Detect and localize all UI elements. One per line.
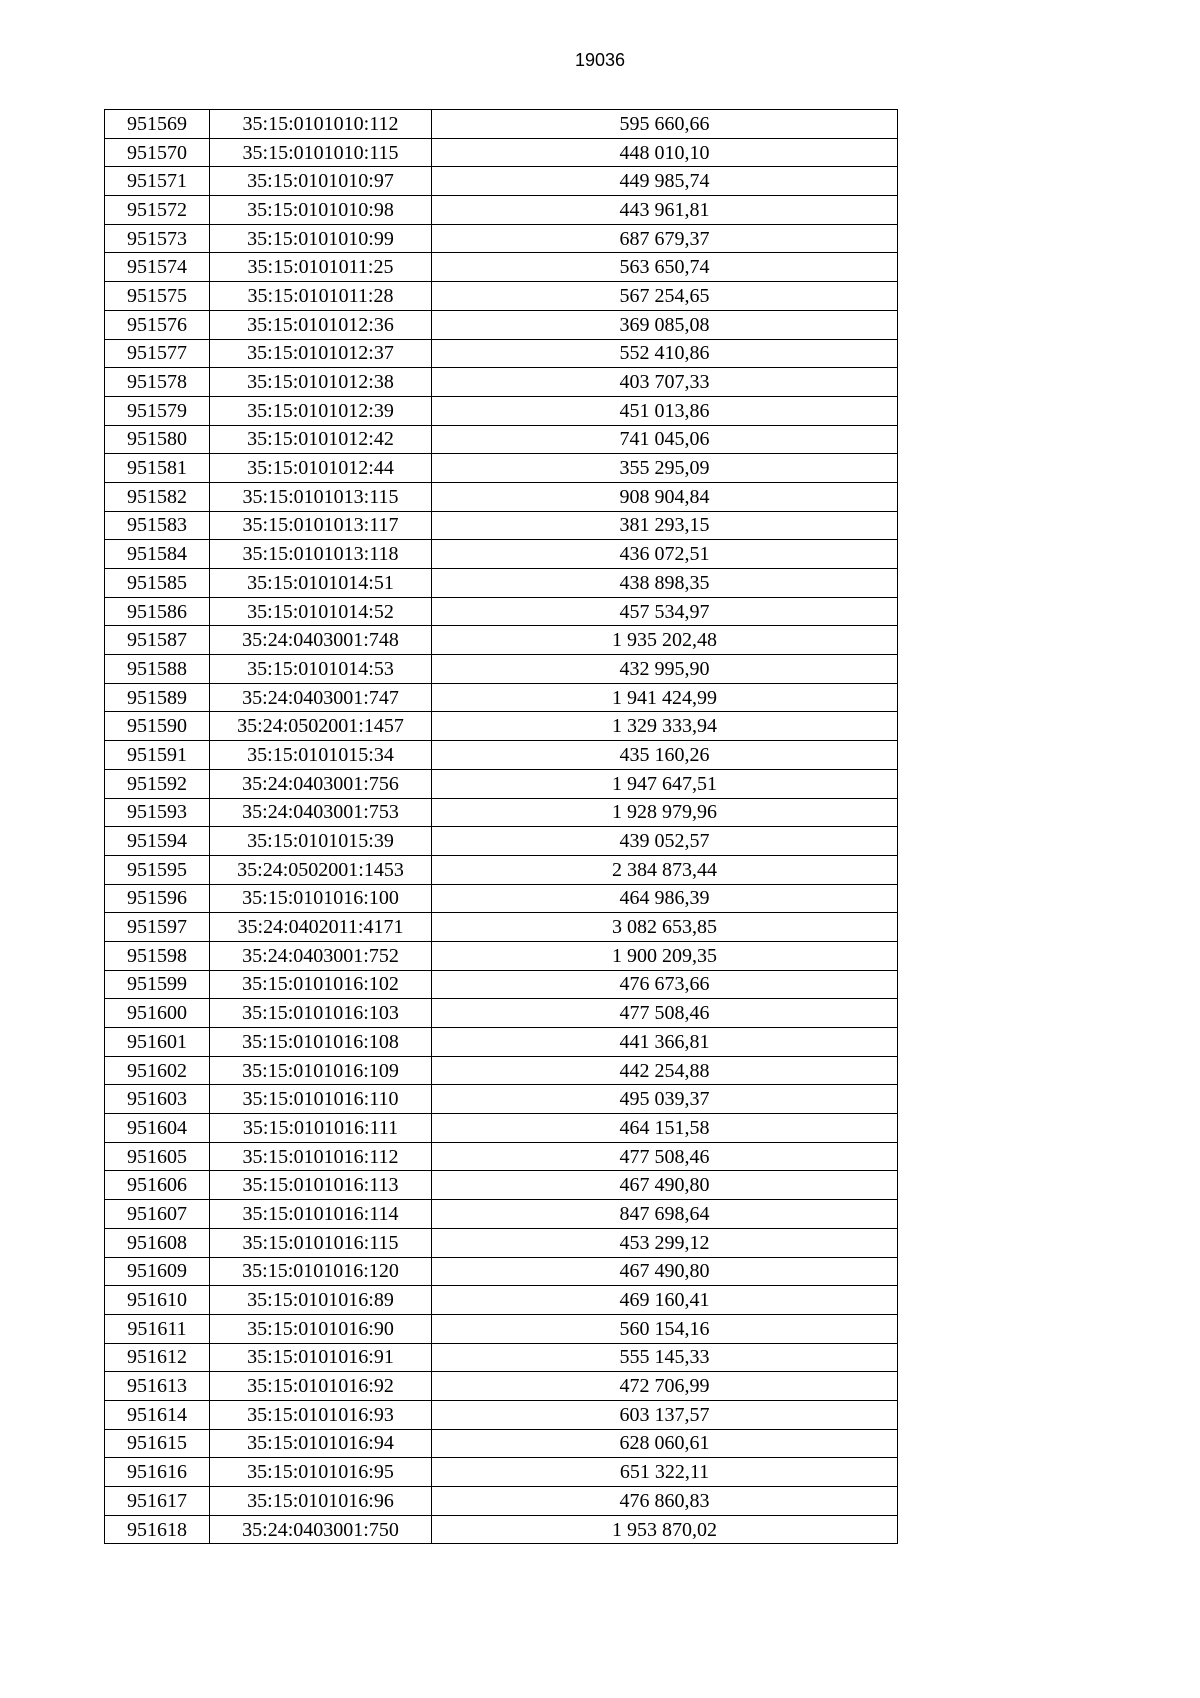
row-number-cell: 951614 [105, 1400, 210, 1429]
table-row [105, 798, 898, 827]
row-number-cell: 951570 [105, 138, 210, 167]
cadastral-value-cell: 436 072,51 [432, 540, 898, 569]
cadastral-number-cell: 35:15:0101016:111 [210, 1114, 432, 1143]
cadastral-value-cell: 560 154,16 [432, 1314, 898, 1343]
row-number-cell: 951612 [105, 1343, 210, 1372]
cadastral-number-cell: 35:15:0101010:115 [210, 138, 432, 167]
cadastral-number-cell: 35:15:0101016:96 [210, 1487, 432, 1516]
cadastral-number-cell: 35:15:0101011:28 [210, 282, 432, 311]
cadastral-value-cell: 443 961,81 [432, 196, 898, 225]
row-number-cell: 951602 [105, 1056, 210, 1085]
row-number-cell: 951599 [105, 970, 210, 999]
table-row [105, 741, 898, 770]
table-row [105, 339, 898, 368]
cadastral-value-cell: 3 082 653,85 [432, 913, 898, 942]
cadastral-number-cell: 35:15:0101016:92 [210, 1372, 432, 1401]
table-row [105, 1257, 898, 1286]
cadastral-number-cell: 35:15:0101010:98 [210, 196, 432, 225]
cadastral-value-cell: 552 410,86 [432, 339, 898, 368]
row-number-cell: 951607 [105, 1200, 210, 1229]
cadastral-value-cell: 908 904,84 [432, 482, 898, 511]
row-number-cell: 951579 [105, 396, 210, 425]
table-row [105, 1515, 898, 1544]
table-row [105, 1142, 898, 1171]
table-row [105, 1487, 898, 1516]
table-row [105, 941, 898, 970]
row-number-cell: 951601 [105, 1028, 210, 1057]
cadastral-value-cell: 1 900 209,35 [432, 941, 898, 970]
cadastral-value-cell: 1 947 647,51 [432, 769, 898, 798]
cadastral-number-cell: 35:15:0101016:115 [210, 1228, 432, 1257]
row-number-cell: 951569 [105, 110, 210, 139]
table-row [105, 597, 898, 626]
row-number-cell: 951578 [105, 368, 210, 397]
cadastral-value-cell: 555 145,33 [432, 1343, 898, 1372]
row-number-cell: 951581 [105, 454, 210, 483]
cadastral-number-cell: 35:15:0101011:25 [210, 253, 432, 282]
row-number-cell: 951605 [105, 1142, 210, 1171]
cadastral-value-cell: 595 660,66 [432, 110, 898, 139]
cadastral-value-cell: 469 160,41 [432, 1286, 898, 1315]
row-number-cell: 951590 [105, 712, 210, 741]
table-row [105, 224, 898, 253]
row-number-cell: 951596 [105, 884, 210, 913]
row-number-cell: 951582 [105, 482, 210, 511]
cadastral-value-cell: 355 295,09 [432, 454, 898, 483]
cadastral-value-cell: 477 508,46 [432, 999, 898, 1028]
cadastral-value-cell: 1 329 333,94 [432, 712, 898, 741]
cadastral-value-cell: 1 953 870,02 [432, 1515, 898, 1544]
table-row [105, 196, 898, 225]
table-row [105, 1400, 898, 1429]
cadastral-number-cell: 35:15:0101016:94 [210, 1429, 432, 1458]
cadastral-value-cell: 467 490,80 [432, 1257, 898, 1286]
table-row [105, 1343, 898, 1372]
cadastral-value-cell: 495 039,37 [432, 1085, 898, 1114]
cadastral-value-cell: 741 045,06 [432, 425, 898, 454]
row-number-cell: 951597 [105, 913, 210, 942]
cadastral-value-cell: 441 366,81 [432, 1028, 898, 1057]
cadastral-number-cell: 35:15:0101013:115 [210, 482, 432, 511]
cadastral-value-cell: 449 985,74 [432, 167, 898, 196]
cadastral-value-cell: 457 534,97 [432, 597, 898, 626]
row-number-cell: 951572 [105, 196, 210, 225]
cadastral-number-cell: 35:15:0101015:39 [210, 827, 432, 856]
cadastral-value-cell: 464 986,39 [432, 884, 898, 913]
table-row [105, 827, 898, 856]
cadastral-value-cell: 476 860,83 [432, 1487, 898, 1516]
cadastral-value-cell: 464 151,58 [432, 1114, 898, 1143]
cadastral-number-cell: 35:15:0101016:95 [210, 1458, 432, 1487]
cadastral-value-cell: 847 698,64 [432, 1200, 898, 1229]
table-row [105, 1200, 898, 1229]
cadastral-number-cell: 35:15:0101010:99 [210, 224, 432, 253]
table-row [105, 310, 898, 339]
cadastral-value-cell: 1 928 979,96 [432, 798, 898, 827]
row-number-cell: 951585 [105, 569, 210, 598]
cadastral-number-cell: 35:24:0403001:756 [210, 769, 432, 798]
table-row [105, 712, 898, 741]
row-number-cell: 951615 [105, 1429, 210, 1458]
cadastral-number-cell: 35:15:0101016:93 [210, 1400, 432, 1429]
table-row [105, 540, 898, 569]
cadastral-value-cell: 1 935 202,48 [432, 626, 898, 655]
row-number-cell: 951588 [105, 655, 210, 684]
row-number-cell: 951584 [105, 540, 210, 569]
cadastral-value-cell: 603 137,57 [432, 1400, 898, 1429]
table-row [105, 1372, 898, 1401]
row-number-cell: 951611 [105, 1314, 210, 1343]
row-number-cell: 951616 [105, 1458, 210, 1487]
cadastral-number-cell: 35:15:0101010:112 [210, 110, 432, 139]
table-row [105, 282, 898, 311]
table-row [105, 1228, 898, 1257]
cadastral-number-cell: 35:15:0101016:103 [210, 999, 432, 1028]
table-row [105, 970, 898, 999]
table-row [105, 1028, 898, 1057]
cadastral-number-cell: 35:15:0101016:90 [210, 1314, 432, 1343]
row-number-cell: 951573 [105, 224, 210, 253]
row-number-cell: 951603 [105, 1085, 210, 1114]
table-row [105, 683, 898, 712]
table-row [105, 569, 898, 598]
row-number-cell: 951583 [105, 511, 210, 540]
table-row [105, 626, 898, 655]
cadastral-value-cell: 448 010,10 [432, 138, 898, 167]
cadastral-number-cell: 35:15:0101016:91 [210, 1343, 432, 1372]
table-row [105, 425, 898, 454]
table-row [105, 769, 898, 798]
cadastral-number-cell: 35:15:0101012:44 [210, 454, 432, 483]
cadastral-number-cell: 35:15:0101012:36 [210, 310, 432, 339]
cadastral-value-cell: 563 650,74 [432, 253, 898, 282]
cadastral-number-cell: 35:24:0403001:750 [210, 1515, 432, 1544]
row-number-cell: 951591 [105, 741, 210, 770]
cadastral-value-cell: 467 490,80 [432, 1171, 898, 1200]
table-row [105, 1429, 898, 1458]
row-number-cell: 951617 [105, 1487, 210, 1516]
cadastral-number-cell: 35:24:0403001:748 [210, 626, 432, 655]
cadastral-number-cell: 35:15:0101015:34 [210, 741, 432, 770]
table-row [105, 138, 898, 167]
cadastral-value-table [104, 109, 898, 1544]
cadastral-value-cell: 369 085,08 [432, 310, 898, 339]
cadastral-number-cell: 35:24:0403001:747 [210, 683, 432, 712]
table-row [105, 1171, 898, 1200]
row-number-cell: 951606 [105, 1171, 210, 1200]
cadastral-number-cell: 35:24:0402011:4171 [210, 913, 432, 942]
cadastral-value-cell: 628 060,61 [432, 1429, 898, 1458]
cadastral-number-cell: 35:15:0101013:118 [210, 540, 432, 569]
row-number-cell: 951587 [105, 626, 210, 655]
cadastral-number-cell: 35:15:0101016:112 [210, 1142, 432, 1171]
row-number-cell: 951586 [105, 597, 210, 626]
cadastral-number-cell: 35:24:0502001:1457 [210, 712, 432, 741]
cadastral-number-cell: 35:24:0502001:1453 [210, 855, 432, 884]
table-row [105, 253, 898, 282]
cadastral-value-cell: 472 706,99 [432, 1372, 898, 1401]
cadastral-value-cell: 687 679,37 [432, 224, 898, 253]
table-row [105, 511, 898, 540]
row-number-cell: 951575 [105, 282, 210, 311]
table-row [105, 855, 898, 884]
table-row [105, 1314, 898, 1343]
cadastral-value-cell: 567 254,65 [432, 282, 898, 311]
table-row [105, 999, 898, 1028]
row-number-cell: 951604 [105, 1114, 210, 1143]
cadastral-value-cell: 651 322,11 [432, 1458, 898, 1487]
table-row [105, 913, 898, 942]
cadastral-number-cell: 35:24:0403001:752 [210, 941, 432, 970]
table-row [105, 884, 898, 913]
cadastral-number-cell: 35:15:0101012:37 [210, 339, 432, 368]
cadastral-number-cell: 35:15:0101016:110 [210, 1085, 432, 1114]
cadastral-value-cell: 435 160,26 [432, 741, 898, 770]
cadastral-value-cell: 442 254,88 [432, 1056, 898, 1085]
table-row [105, 167, 898, 196]
cadastral-number-cell: 35:15:0101016:109 [210, 1056, 432, 1085]
row-number-cell: 951613 [105, 1372, 210, 1401]
cadastral-number-cell: 35:15:0101013:117 [210, 511, 432, 540]
cadastral-number-cell: 35:15:0101016:113 [210, 1171, 432, 1200]
table-row [105, 110, 898, 139]
row-number-cell: 951598 [105, 941, 210, 970]
row-number-cell: 951609 [105, 1257, 210, 1286]
cadastral-value-cell: 381 293,15 [432, 511, 898, 540]
page-number: 19036 [574, 50, 626, 70]
cadastral-number-cell: 35:15:0101016:108 [210, 1028, 432, 1057]
cadastral-number-cell: 35:15:0101016:102 [210, 970, 432, 999]
row-number-cell: 951593 [105, 798, 210, 827]
cadastral-number-cell: 35:15:0101012:39 [210, 396, 432, 425]
cadastral-value-cell: 1 941 424,99 [432, 683, 898, 712]
cadastral-value-cell: 438 898,35 [432, 569, 898, 598]
table-row [105, 1085, 898, 1114]
cadastral-number-cell: 35:15:0101012:42 [210, 425, 432, 454]
row-number-cell: 951576 [105, 310, 210, 339]
row-number-cell: 951600 [105, 999, 210, 1028]
cadastral-value-cell: 451 013,86 [432, 396, 898, 425]
cadastral-number-cell: 35:15:0101016:114 [210, 1200, 432, 1229]
row-number-cell: 951589 [105, 683, 210, 712]
cadastral-value-cell: 477 508,46 [432, 1142, 898, 1171]
cadastral-value-cell: 2 384 873,44 [432, 855, 898, 884]
table-body [105, 110, 898, 1544]
cadastral-number-cell: 35:15:0101012:38 [210, 368, 432, 397]
table-row [105, 454, 898, 483]
table-row [105, 1056, 898, 1085]
cadastral-value-cell: 403 707,33 [432, 368, 898, 397]
cadastral-value-cell: 432 995,90 [432, 655, 898, 684]
table-row [105, 1286, 898, 1315]
cadastral-number-cell: 35:15:0101014:52 [210, 597, 432, 626]
table-row [105, 655, 898, 684]
cadastral-number-cell: 35:24:0403001:753 [210, 798, 432, 827]
row-number-cell: 951610 [105, 1286, 210, 1315]
table-row [105, 368, 898, 397]
row-number-cell: 951618 [105, 1515, 210, 1544]
row-number-cell: 951577 [105, 339, 210, 368]
cadastral-value-cell: 453 299,12 [432, 1228, 898, 1257]
table-row [105, 1458, 898, 1487]
row-number-cell: 951608 [105, 1228, 210, 1257]
row-number-cell: 951580 [105, 425, 210, 454]
table-row [105, 1114, 898, 1143]
cadastral-number-cell: 35:15:0101016:100 [210, 884, 432, 913]
row-number-cell: 951592 [105, 769, 210, 798]
cadastral-number-cell: 35:15:0101016:89 [210, 1286, 432, 1315]
cadastral-number-cell: 35:15:0101014:53 [210, 655, 432, 684]
table-row [105, 482, 898, 511]
table-row [105, 396, 898, 425]
row-number-cell: 951595 [105, 855, 210, 884]
cadastral-number-cell: 35:15:0101010:97 [210, 167, 432, 196]
cadastral-number-cell: 35:15:0101016:120 [210, 1257, 432, 1286]
row-number-cell: 951571 [105, 167, 210, 196]
cadastral-value-cell: 476 673,66 [432, 970, 898, 999]
row-number-cell: 951574 [105, 253, 210, 282]
cadastral-value-cell: 439 052,57 [432, 827, 898, 856]
cadastral-number-cell: 35:15:0101014:51 [210, 569, 432, 598]
row-number-cell: 951594 [105, 827, 210, 856]
